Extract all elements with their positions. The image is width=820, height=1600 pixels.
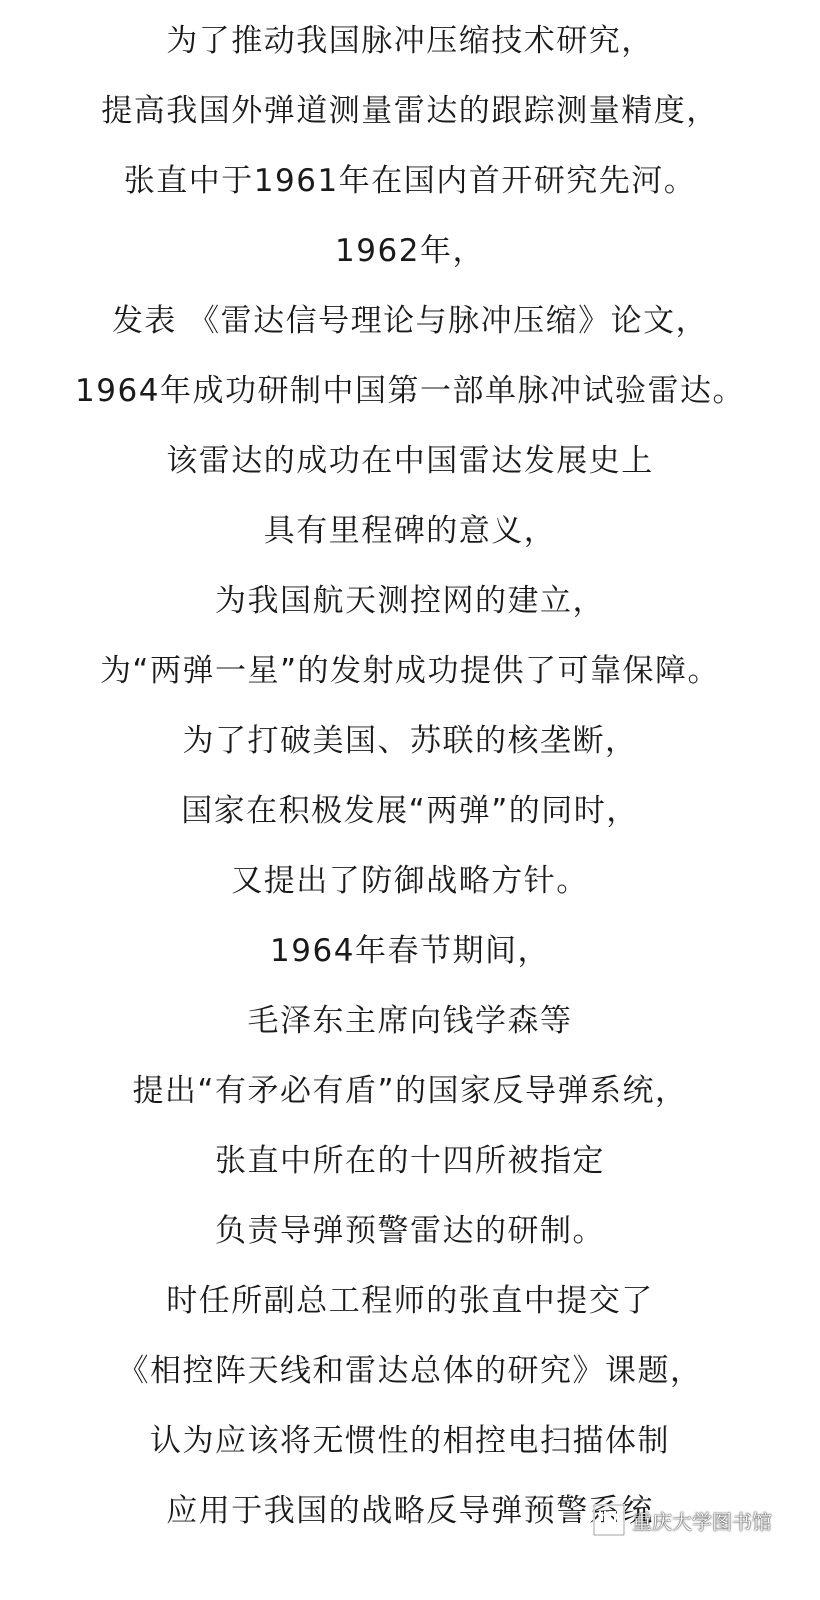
text-line: 应用于我国的战略反导弹预警系统 [166, 1493, 654, 1529]
text-line: 认为应该将无惯性的相控电扫描体制 [150, 1423, 670, 1459]
text-line: 国家在积极发展“两弹”的同时， [181, 793, 639, 829]
text-line: 发表 《雷达信号理论与脉冲压缩》论文， [111, 303, 709, 339]
text-line: 1964年春节期间， [270, 933, 550, 969]
text-line: 1962年， [335, 233, 485, 269]
text-line: 张直中于1961年在国内首开研究先河。 [123, 163, 697, 199]
text-line: 张直中所在的十四所被指定 [215, 1143, 605, 1179]
text-line: 为了打破美国、苏联的核垄断， [182, 723, 638, 759]
watermark [592, 1500, 772, 1540]
text-line: 具有里程碑的意义， [263, 513, 557, 549]
text-line: 1964年成功研制中国第一部单脉冲试验雷达。 [75, 373, 745, 409]
text-line: 为我国航天测控网的建立， [215, 583, 605, 619]
text-line: 毛泽东主席向钱学森等 [247, 1003, 573, 1039]
text-line: 《相控阵天线和雷达总体的研究》课题， [117, 1353, 703, 1389]
library-logo-icon [592, 1503, 626, 1537]
watermark-text: 重庆大学图书馆 [632, 1509, 772, 1534]
text-line: 负责导弹预警雷达的研制。 [215, 1213, 605, 1249]
text-line: 为了推动我国脉冲压缩技术研究， [166, 23, 654, 59]
text-line: 时任所副总工程师的张直中提交了 [166, 1283, 654, 1319]
text-line: 提高我国外弹道测量雷达的跟踪测量精度， [101, 93, 719, 129]
text-line: 又提出了防御战略方针。 [231, 863, 589, 899]
text-line: 为“两弹一星”的发射成功提供了可靠保障。 [99, 653, 721, 689]
text-line: 提出“有矛必有盾”的国家反导弹系统， [132, 1073, 688, 1109]
text-line: 该雷达的成功在中国雷达发展史上 [166, 443, 654, 479]
article-text [0, 6, 820, 1546]
